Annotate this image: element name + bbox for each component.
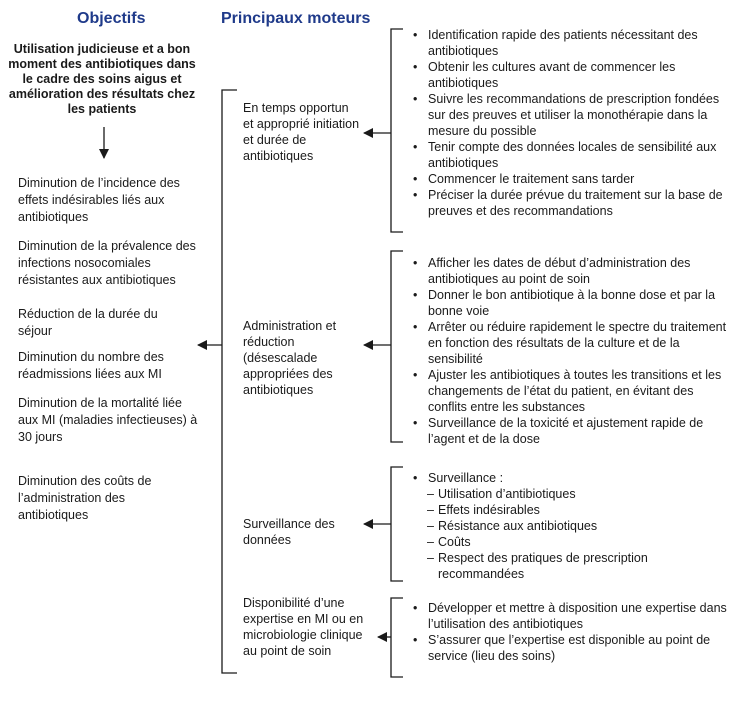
list-item: • Obtenir les cultures avant de commencer les antibiotiques	[413, 59, 735, 91]
list-item: • Identification rapide des patients nécessitant des antibiotiques	[413, 27, 735, 59]
main-objective: Utilisation judicieuse et a bon moment des antibiotiques dans le cadre des soins aigus et amélioration des résultats chez les patients	[8, 42, 196, 116]
list-item: • Suivre les recommandations de prescription fondées sur des preuves et utiliser la monothérapie dans la mesure du possible	[413, 91, 735, 139]
list-item: • Développer et mettre à disposition une expertise dans l’utilisation des antibiotiques	[413, 600, 735, 632]
list-item: • Donner le bon antibiotique à la bonne dose et par la bonne voie	[413, 287, 735, 319]
outcome-item: Diminution de l’incidence des effets indésirables liés aux antibiotiques	[18, 176, 180, 224]
outcome-item: Diminution des coûts de l’administration des antibiotiques	[18, 474, 152, 522]
list-item: • Tenir compte des données locales de sensibilité aux antibiotiques	[413, 139, 735, 171]
list-item-label: Surveillance :	[428, 471, 504, 485]
list-item: • Ajuster les antibiotiques à toutes les transitions et les changements de l’état du patient, en évitant des conflits entre les substances	[413, 367, 735, 415]
list-item: • S’assurer que l’expertise est disponible au point de service (lieu des soins)	[413, 632, 735, 664]
sub-item: – Coûts	[427, 534, 735, 550]
outcome-item: Diminution de la mortalité liée aux MI (maladies infectieuses) à 30 jours	[18, 396, 198, 444]
driver-data-surveillance: Surveillance des données	[243, 517, 335, 547]
bracket-1	[391, 29, 403, 232]
driver-expertise: Disponibilité d’une expertise en MI ou en microbiologie clinique au point de soin	[243, 596, 364, 658]
list-item: • Arrêter ou réduire rapidement le spectre du traitement en fonction des résultats de la culture et de la sensibilité	[413, 319, 735, 367]
outcome-item: Réduction de la durée du séjour	[18, 307, 158, 338]
drivers-heading: Principaux moteurs	[221, 10, 371, 27]
bracket-4	[391, 598, 403, 677]
sub-item: – Utilisation d’antibiotiques	[427, 486, 735, 502]
sub-item: – Effets indésirables	[427, 502, 735, 518]
sub-item: – Respect des pratiques de prescription recommandées	[427, 550, 735, 582]
outcome-item: Diminution de la prévalence des infections nosocomiales résistantes aux antibiotiques	[18, 239, 196, 287]
driver-administration: Administration et réduction (désescalade appropriées des antibiotiques	[243, 319, 337, 397]
sub-item: – Résistance aux antibiotiques	[427, 518, 735, 534]
list-item: • Commencer le traitement sans tarder	[413, 171, 735, 187]
objectives-heading: Objectifs	[77, 10, 146, 27]
driver-timely-initiation: En temps opportun et approprié initiation et durée de antibiotiques	[243, 101, 360, 163]
list-item: • Afficher les dates de début d’administration des antibiotiques au point de soin	[413, 255, 735, 287]
bracket-2	[391, 251, 403, 442]
outcome-item: Diminution du nombre des réadmissions liées aux MI	[18, 350, 164, 381]
list-item: • Surveillance de la toxicité et ajustement rapide de l’agent et de la dose	[413, 415, 735, 447]
list-item: • Préciser la durée prévue du traitement sur la base de preuves et des recommandations	[413, 187, 735, 219]
drivers-bracket	[222, 90, 237, 673]
bracket-3	[391, 467, 403, 581]
